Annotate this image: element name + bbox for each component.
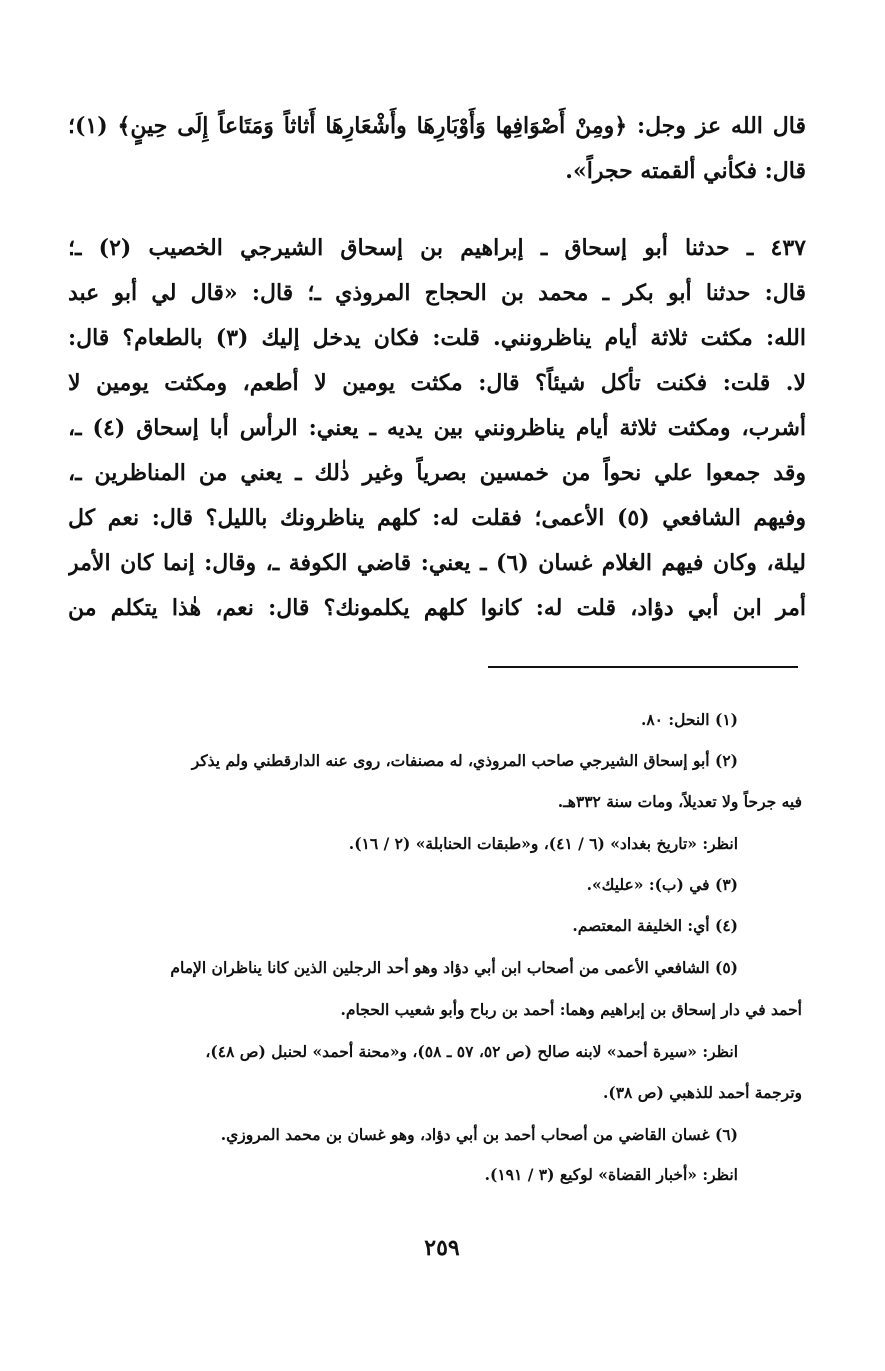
footnote-5-ref-line-1: انظر: «سيرة أحمد» لابنه صالح (ص ٥٢، ٥٧ ـ ٥٨)، و«محنة أحمد» لحنبل (ص ٤٨)، [205,1042,738,1061]
main-line: قال: فكأني ألقمته حجراً». [565,158,806,184]
main-text-block-1 [68,104,806,194]
footnote-4: (٤) أي: الخليفة المعتصم. [572,916,738,935]
page-number: ٢٥٩ [424,1235,460,1261]
main-line: قال الله عز وجل: ﴿ومِنْ أَصْوَافِها وَأَوْبَارِهَا وأَشْعَارِهَا أَثاثاً وَمَتَاعاً إِلَى حِينٍ﴾ (١)؛ [68,113,806,139]
footnote-1: (١) النحل: ٨٠. [640,710,738,729]
footnote-5-ref-line-2: وترجمة أحمد للذهبي (ص ٣٨). [603,1083,802,1102]
footnote-5-line-2: أحمد في دار إسحاق بن إبراهيم وهما: أحمد بن رباح وأبو شعيب الحجام. [340,1000,802,1019]
footnote-6-ref: انظر: «أخبار القضاة» لوكيع (٣ / ١٩١). [484,1165,738,1184]
main-line: لا. قلت: فكنت تأكل شيئاً؟ قال: مكثت يومين لا أطعم، ومكثت يومين لا [68,370,806,396]
footnote-separator [488,666,798,668]
main-line: أمر ابن أبي دؤاد، قلت له: كانوا كلهم يكلمونك؟ قال: نعم، هٰذا يتكلم من [68,595,806,621]
footnote-3: (٣) في (ب): «عليك». [586,875,738,894]
footnote-2-ref: انظر: «تاريخ بغداد» (٦ / ٤١)، و«طبقات الحنابلة» (٢ / ١٦). [348,834,738,853]
main-line: ليلة، وكان فيهم الغلام غسان (٦) ـ يعني: قاضي الكوفة ـ، وقال: إنما كان الأمر [68,550,806,576]
footnote-2-line-1: (٢) أبو إسحاق الشيرجي صاحب المروذي، له مصنفات، روى عنه الدارقطني ولم يذكر [191,751,738,770]
main-text-block-2 [68,226,806,631]
main-line: الله: مكثت ثلاثة أيام يناظرونني. قلت: فكان يدخل إليك (٣) بالطعام؟ قال: [68,325,806,351]
main-line: أشرب، ومكثت ثلاثة أيام يناظرونني بين يديه ـ يعني: الرأس أبا إسحاق (٤) ـ، [68,415,806,441]
main-line: ٤٣٧ ـ حدثنا أبو إسحاق ـ إبراهيم بن إسحاق الشيرجي الخصيب (٢) ـ؛ [68,235,806,261]
main-line: وفيهم الشافعي (٥) الأعمى؛ فقلت له: كلهم يناظرونك بالليل؟ قال: نعم كل [68,505,806,531]
footnote-2-line-2: فيه جرحاً ولا تعديلاً، ومات سنة ٣٣٢هـ. [557,792,802,811]
main-line: قال: حدثنا أبو بكر ـ محمد بن الحجاج المروذي ـ؛ قال: «قال لي أبو عبد [68,280,806,306]
footnote-6: (٦) غسان القاضي من أصحاب أحمد بن أبي دؤاد، وهو غسان بن محمد المروزي. [220,1125,738,1144]
main-line: وقد جمعوا علي نحواً من خمسين بصرياً وغير ذٰلك ـ يعني من المناظرين ـ، [68,460,806,486]
footnote-5-line-1: (٥) الشافعي الأعمى من أصحاب ابن أبي دؤاد وهو أحد الرجلين الذين كانا يناظران الإمام [170,958,738,977]
